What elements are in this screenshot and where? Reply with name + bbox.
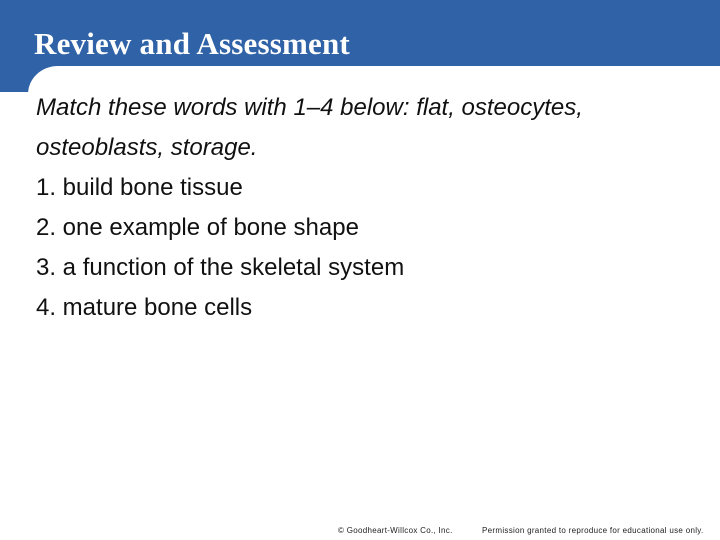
list-item: 4. mature bone cells (36, 294, 253, 321)
list-item: 1. build bone tissue (36, 174, 243, 201)
prompt-line-2: osteoblasts, storage. (36, 134, 258, 161)
footer-copyright: © Goodheart-Willcox Co., Inc. (338, 526, 453, 535)
footer-permission: Permission granted to reproduce for educational use only. (482, 526, 704, 535)
slide-title: Review and Assessment (34, 26, 350, 61)
title-bar (0, 0, 720, 92)
list-item: 3. a function of the skeletal system (36, 254, 405, 281)
list-item: 2. one example of bone shape (36, 214, 359, 241)
slide-body (36, 88, 696, 328)
prompt-line-1: Match these words with 1–4 below: flat, osteocytes, (36, 94, 583, 121)
